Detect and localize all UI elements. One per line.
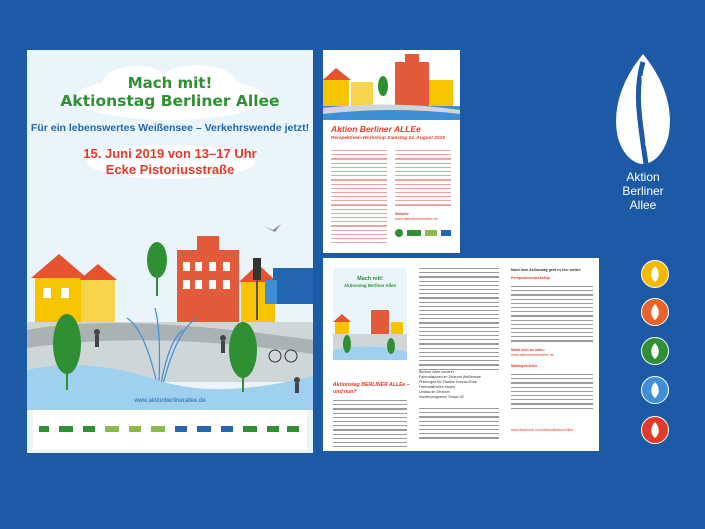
flyer-website: www.aktionberlinerallee.de <box>395 217 438 221</box>
inside-numbered-list <box>419 370 499 400</box>
flyer-illustration <box>323 50 460 120</box>
red-leaf-badge-icon <box>641 416 669 444</box>
mini-poster-illustration <box>333 302 407 372</box>
poster <box>27 50 313 453</box>
yellow-leaf-badge-icon <box>641 260 669 288</box>
brand-name <box>608 170 678 212</box>
list-item: Fahrradspuren im Zentrum Weißensee <box>419 375 481 379</box>
list-item: Sonderprogramm Tempo 30 <box>419 395 464 399</box>
inside-text-col-3b <box>511 374 593 412</box>
orange-leaf-badge-icon <box>641 298 669 326</box>
poster-headline-2: Aktionstag Berliner Allee <box>60 92 280 110</box>
col3-subheading-3: Mailingverteiler <box>511 364 538 368</box>
col3-subheading-2: Mobil sich an unter: <box>511 348 545 352</box>
poster-subtitle: Für ein lebenswertes Weißensee – Verkehrswende jetzt! <box>30 122 310 134</box>
leaf-road-logo-icon <box>610 52 676 168</box>
list-item: Berliner Allee sicherer <box>419 370 454 374</box>
mini-poster <box>333 268 407 372</box>
inside-text-col-1 <box>333 400 407 450</box>
brand-line-1: Aktion <box>626 170 660 184</box>
flyer-front <box>323 50 460 253</box>
poster-date: 15. Juni 2019 von 13–17 Uhr <box>83 146 257 161</box>
poster-headline-1: Mach mit! <box>127 74 213 92</box>
flyer-logos-icon <box>393 226 453 240</box>
inside-text-col-2b <box>419 408 499 442</box>
col3-subheading-1: Perspektivenworkshop <box>511 276 551 280</box>
list-item: Umbau im Zentrum <box>419 390 450 394</box>
flyer-text-col-1 <box>331 150 387 246</box>
sponsor-logos-icon <box>33 410 307 450</box>
col3-heading: Nach dem Aktionstag geht es hier weiter: <box>511 268 582 272</box>
blue-leaf-badge-icon <box>641 376 669 404</box>
list-item: Fahrradstraßen bauen <box>419 385 455 389</box>
flyer-inside <box>323 258 599 451</box>
poster-place: Ecke Pistoriusstraße <box>105 162 235 177</box>
inside-section-title: Aktionstag BERLINER ALLEe – und nun? <box>333 382 410 395</box>
flyer-website-label: Website <box>395 212 409 216</box>
col3-link[interactable]: www.aktionberlinerallee.de <box>511 353 554 357</box>
mini-headline-2: Aktionstag Berliner Allee <box>343 283 397 288</box>
sponsor-logo-strip <box>33 410 307 450</box>
flyer-title: Aktion Berliner ALLEe <box>331 124 421 134</box>
street-illustration <box>27 180 313 410</box>
inside-text-col-3 <box>511 286 593 345</box>
list-item: Planungen für Straßen Konrau-Ecke <box>419 380 477 384</box>
inside-text-col-2 <box>419 268 499 373</box>
brand-line-2: Berliner Allee <box>622 184 664 212</box>
green-leaf-badge-icon <box>641 337 669 365</box>
poster-url: www.aktionberlinerallee.de <box>134 398 206 404</box>
flyer-subtitle: Perspektiven-Workshop Samstag 24. August 2019 <box>331 136 445 141</box>
flyer-text-col-2 <box>395 150 451 209</box>
col3-facebook-link[interactable]: www.facebook.com/AktionBerlinerAllee <box>511 428 574 432</box>
mini-headline-1: Mach mit! <box>357 276 383 282</box>
